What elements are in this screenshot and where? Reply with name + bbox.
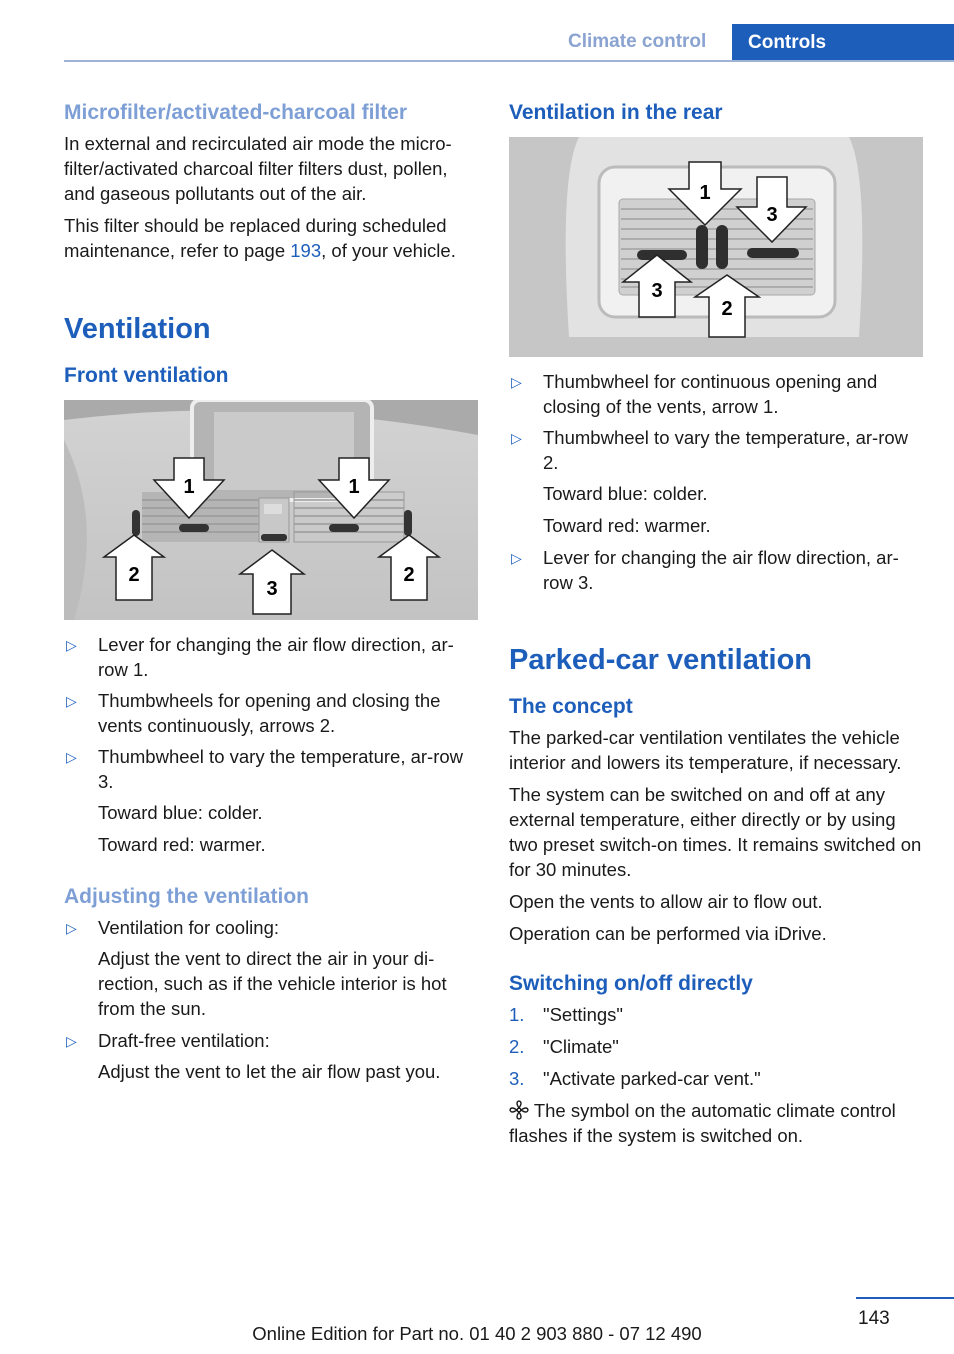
note-text: The symbol on the automatic climate control flashes if the system is switched on. [509, 1100, 896, 1147]
parked-car-title: Parked-car ventilation [509, 644, 812, 677]
front-sub-warmer: Toward red: warmer. [98, 834, 266, 856]
fig-label-3: 3 [266, 578, 278, 601]
step-number: 3. [509, 1068, 525, 1090]
step-text: "Climate" [543, 1036, 619, 1058]
rear-sub-warmer: Toward red: warmer. [543, 515, 711, 537]
list-item [509, 369, 924, 419]
microfilter-p1: In external and recirculated air mode the micro-filter/activated charcoal filter filters dust, pollen, and gaseous pollutants out of the air. [64, 133, 452, 205]
header-tab [732, 24, 954, 62]
concept-p3: Open the vents to allow air to flow out. [509, 891, 823, 913]
footer-edition: Online Edition for Part no. 01 40 2 903 880 - 07 12 490 [252, 1323, 702, 1344]
triangle-right-icon: ▷ [66, 1033, 77, 1050]
list-item [64, 688, 479, 738]
rear-ventilation-figure [509, 137, 923, 357]
step-number: 2. [509, 1036, 525, 1058]
rear-label-1: 1 [699, 182, 711, 205]
switching-note [509, 1098, 924, 1148]
step-text: "Activate parked-car vent." [543, 1068, 761, 1090]
rear-sub-colder: Toward blue: colder. [543, 483, 708, 505]
header-tab-label: Controls [748, 32, 827, 53]
adjusting-sub-2: Adjust the vent to let the air flow past you. [98, 1061, 441, 1083]
fan-icon [509, 1100, 529, 1120]
bullet-text: Draft-free ventilation: [98, 1030, 270, 1052]
concept-p2: The system can be switched on and off at any external temperature, either directly or by using two preset switch-on times. It remains switched on for 30 minutes. [509, 784, 922, 881]
adjusting-bullets-1 [64, 915, 479, 940]
list-item [64, 632, 479, 682]
page-link[interactable]: 193 [290, 240, 322, 262]
list-item [64, 915, 479, 940]
list-item [509, 1034, 924, 1059]
adjusting-sub-1: Adjust the vent to direct the air in your di-rection, such as if the vehicle interior is hot from the sun. [98, 948, 447, 1020]
page-number: 143 [858, 1308, 890, 1329]
rear-label-2: 2 [721, 298, 733, 321]
fig-label-2b: 2 [403, 564, 415, 587]
triangle-right-icon: ▷ [511, 374, 522, 391]
switching-heading: Switching on/off directly [509, 972, 753, 996]
rear-bullets-2 [509, 545, 924, 595]
triangle-right-icon: ▷ [511, 430, 522, 447]
triangle-right-icon: ▷ [66, 920, 77, 937]
left-column [64, 100, 479, 1091]
footer-rule [856, 1297, 954, 1299]
header-section: Climate control [568, 31, 707, 52]
microfilter-p2 [64, 213, 479, 263]
front-sub-colder: Toward blue: colder. [98, 802, 263, 824]
fig-label-1b: 1 [348, 476, 360, 499]
rear-ventilation-heading: Ventilation in the rear [509, 101, 723, 124]
header-rule [64, 60, 954, 62]
rear-bullets-1 [509, 369, 924, 475]
list-item [64, 744, 479, 794]
concept-p1: The parked-car ventilation ventilates the vehicle interior and lowers its temperature, if necessary. [509, 727, 902, 774]
list-item [509, 425, 924, 475]
fig-label-1a: 1 [183, 476, 195, 499]
bullet-text: Lever for changing the air flow direction, ar-row 3. [543, 547, 899, 594]
list-item [64, 1028, 479, 1053]
adjusting-heading: Adjusting the ventilation [64, 885, 309, 909]
microfilter-heading: Microfilter/activated-charcoal filter [64, 101, 408, 124]
bullet-text: Thumbwheel for continuous opening and closing of the vents, arrow 1. [543, 371, 878, 418]
step-number: 1. [509, 1004, 525, 1026]
switching-steps [509, 1002, 924, 1091]
p2-text-after: , of your vehicle. [321, 240, 456, 262]
front-bullets [64, 632, 479, 794]
bullet-text: Thumbwheel to vary the temperature, ar-row 3. [98, 746, 464, 793]
triangle-right-icon: ▷ [511, 550, 522, 567]
front-ventilation-heading: Front ventilation [64, 363, 229, 387]
list-item [509, 1066, 924, 1091]
right-column [509, 100, 924, 1155]
ventilation-title: Ventilation [64, 313, 211, 346]
adjusting-bullets-2 [64, 1028, 479, 1053]
concept-p4: Operation can be performed via iDrive. [509, 923, 827, 945]
concept-heading: The concept [509, 694, 633, 718]
list-item [509, 1002, 924, 1027]
rear-label-3a: 3 [766, 204, 778, 227]
triangle-right-icon: ▷ [66, 693, 77, 710]
rear-label-3b: 3 [651, 280, 663, 303]
triangle-right-icon: ▷ [66, 749, 77, 766]
bullet-text: Thumbwheel to vary the temperature, ar-row 2. [543, 427, 909, 474]
step-text: "Settings" [543, 1004, 623, 1026]
fig-label-2a: 2 [128, 564, 140, 587]
list-item [509, 545, 924, 595]
p2-text-before: This filter should be replaced during scheduled maintenance, refer to page [64, 215, 447, 262]
front-ventilation-figure [64, 400, 478, 620]
bullet-text: Ventilation for cooling: [98, 917, 280, 939]
bullet-text: Lever for changing the air flow direction, ar-row 1. [98, 634, 454, 681]
bullet-text: Thumbwheels for opening and closing the vents continuously, arrows 2. [98, 690, 441, 737]
triangle-right-icon: ▷ [66, 637, 77, 654]
